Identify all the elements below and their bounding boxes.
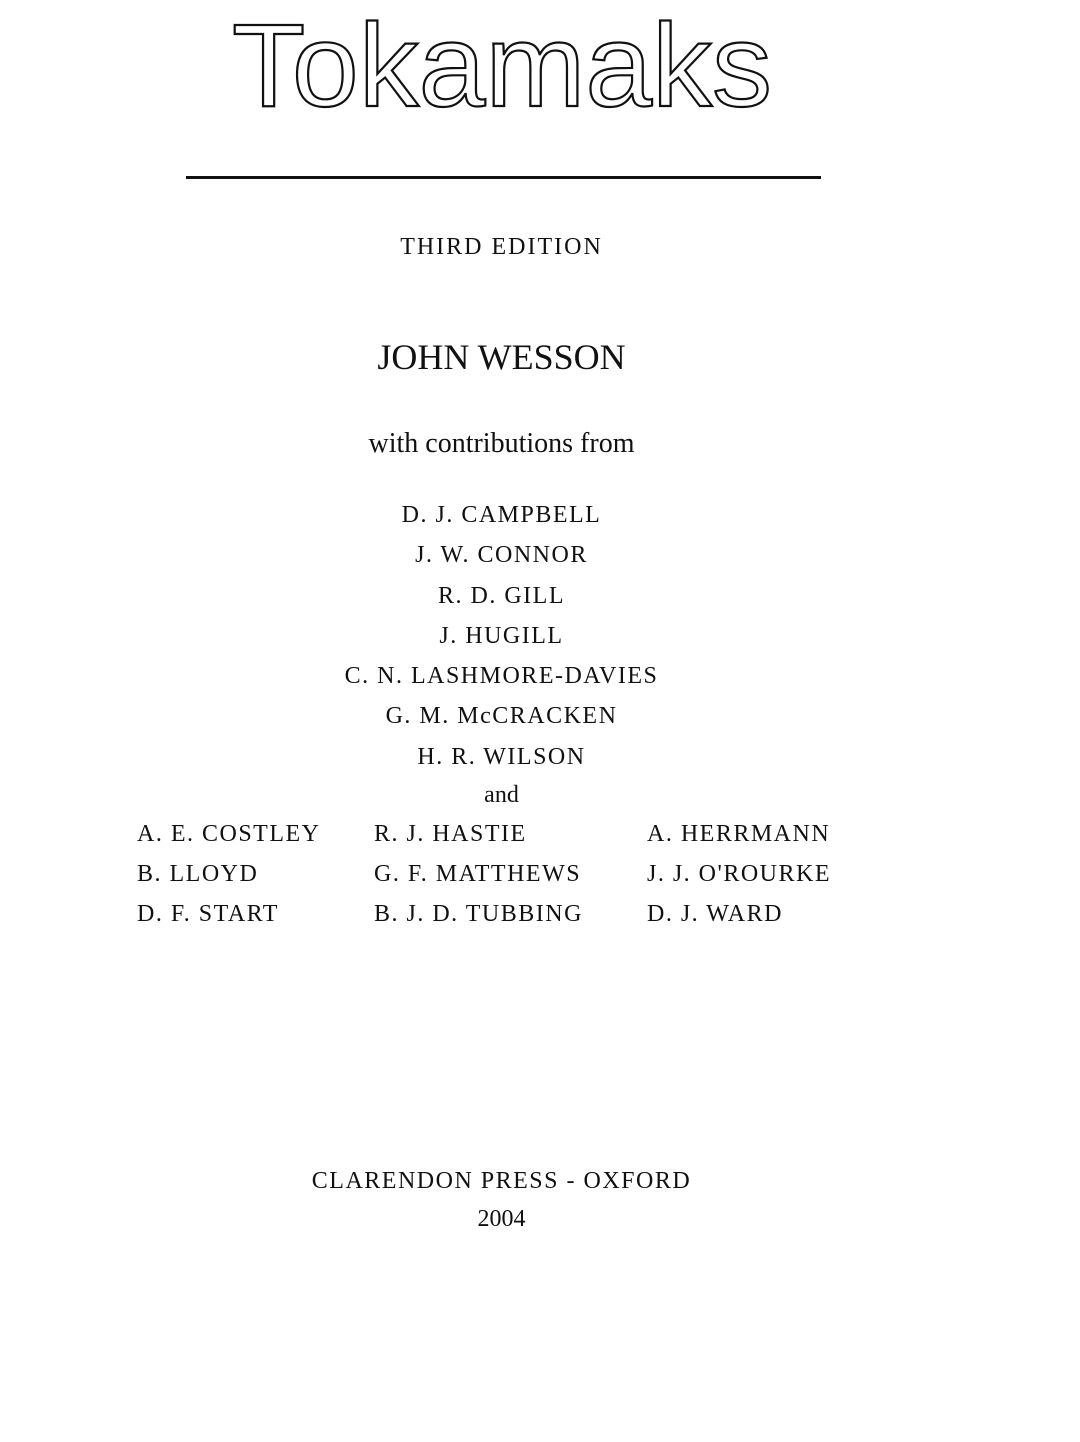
edition-label: THIRD EDITION — [400, 234, 603, 260]
book-title-text: Tokamaks — [232, 8, 772, 128]
additional-contributor-name: D. F. START — [137, 901, 279, 927]
author-name: JOHN WESSON — [377, 337, 626, 377]
additional-contributor-name: J. J. O'ROURKE — [647, 861, 832, 887]
additional-contributor-name: R. J. HASTIE — [374, 821, 527, 847]
book-title-outline — [232, 8, 792, 128]
contributor-list — [0, 500, 1003, 782]
book-title — [232, 8, 792, 128]
publisher-line: CLARENDON PRESS - OXFORD — [311, 1168, 692, 1194]
contributions-intro: with contributions from — [368, 428, 635, 459]
additional-contributor-name: B. J. D. TUBBING — [374, 901, 583, 927]
contributor-name: J. W. CONNOR — [415, 542, 588, 569]
contributor-name: G. M. McCRACKEN — [385, 703, 618, 730]
contributor-row — [137, 898, 897, 938]
contributor-name: R. D. GILL — [438, 582, 565, 609]
additional-contributor-name: B. LLOYD — [137, 861, 259, 887]
contributor-name: J. HUGILL — [439, 622, 564, 649]
and-connector: and — [484, 782, 519, 808]
additional-contributor-name: A. HERRMANN — [647, 821, 831, 847]
publication-year: 2004 — [477, 1206, 526, 1232]
additional-contributor-grid — [137, 818, 897, 938]
contributor-name: D. J. CAMPBELL — [401, 502, 602, 528]
contributor-row — [137, 858, 897, 898]
additional-contributor-name: G. F. MATTHEWS — [374, 861, 582, 887]
additional-contributor-name: D. J. WARD — [647, 901, 783, 927]
contributor-name: C. N. LASHMORE-DAVIES — [344, 663, 659, 690]
title-rule — [186, 176, 821, 179]
contributor-name: H. R. WILSON — [417, 743, 586, 770]
contributor-row — [137, 818, 897, 858]
additional-contributor-name: A. E. COSTLEY — [137, 821, 321, 847]
